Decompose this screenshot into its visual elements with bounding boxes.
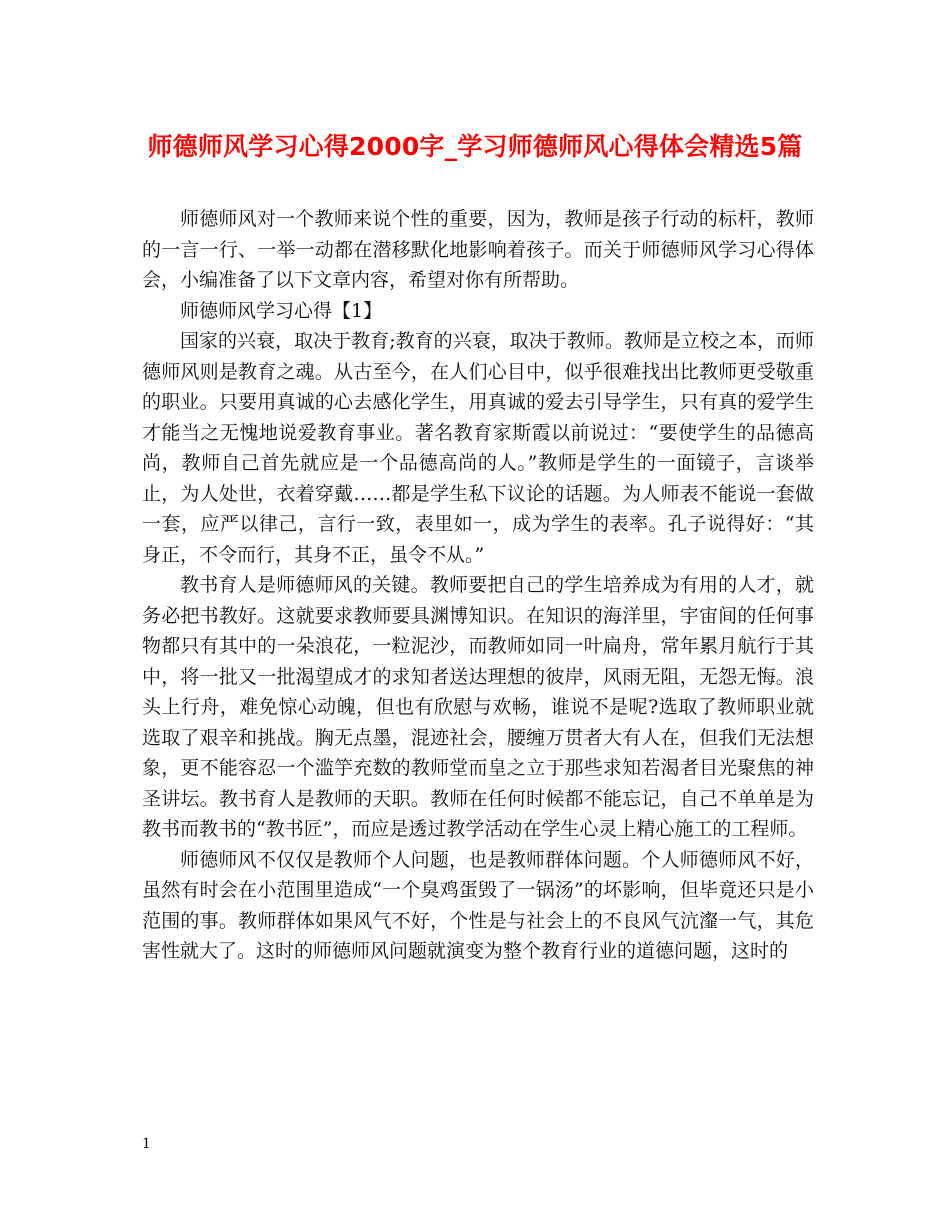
page-number: 1: [142, 1136, 151, 1152]
body-paragraph: 教书育人是师德师风的关键。教师要把自己的学生培养成为有用的人才，就务必把书教好。这就要求教师要具渊博知识。在知识的海洋里，宇宙间的任何事物都只有其中的一朵浪花，一粒泥沙，而教师如同一叶扁舟，常年累月航行于其中，将一批又一批渴望成才的求知者送达理想的彼岸，风雨无阻，无怨无悔。浪头上行舟，难免惊心动魄，但也有欣慰与欢畅，谁说不是呢?选取了教师职业就选取了艰辛和挑战。胸无点墨，混迹社会，腰缠万贯者大有人在，但我们无法想象，更不能容忍一个滥竽充数的教师堂而皇之立于那些求知若渴者目光聚焦的神圣讲坛。教书育人是教师的天职。教师在任何时候都不能忘记，自己不单单是为教书而教书的“教书匠”，而应是透过教学活动在学生心灵上精心施工的工程师。: [142, 574, 814, 840]
body-paragraph: 师德师风不仅仅是教师个人问题，也是教师群体问题。个人师德师风不好，虽然有时会在小范围里造成“一个臭鸡蛋毁了一锅汤”的坏影响，但毕竟还只是小范围的事。教师群体如果风气不好，个性是与社会上的不良风气沆瀣一气，其危害性就大了。这时的师德师风问题就演变为整个教育行业的道德问题，这时的: [142, 848, 814, 962]
document-title: 师德师风学习心得2000字_学习师德师风心得体会精选5篇: [147, 132, 803, 161]
body-paragraph: 国家的兴衰，取决于教育;教育的兴衰，取决于教师。教师是立校之本，而师德师风则是教育之魂。从古至今，在人们心目中，似乎很难找出比教师更受敬重的职业。只要用真诚的心去感化学生，用真诚的爱去引导学生，只有真的爱学生才能当之无愧地说爱教育事业。著名教育家斯霞以前说过：“要使学生的品德高尚，教师自己首先就应是一个品德高尚的人。”教师是学生的一面镜子，言谈举止，为人处世，衣着穿戴……都是学生私下议论的话题。为人师表不能说一套做一套，应严以律己，言行一致，表里如一，成为学生的表率。孔子说得好：“其身正，不令而行，其身不正，虽令不从。”: [142, 330, 814, 566]
section-heading: 师德师风学习心得【1】: [180, 299, 383, 322]
intro-paragraph: 师德师风对一个教师来说个性的重要，因为，教师是孩子行动的标杆，教师的一言一行、一举一动都在潜移默化地影响着孩子。而关于师德师风学习心得体会，小编准备了以下文章内容，希望对你有所帮助。: [142, 208, 814, 291]
document-body: [142, 204, 814, 967]
